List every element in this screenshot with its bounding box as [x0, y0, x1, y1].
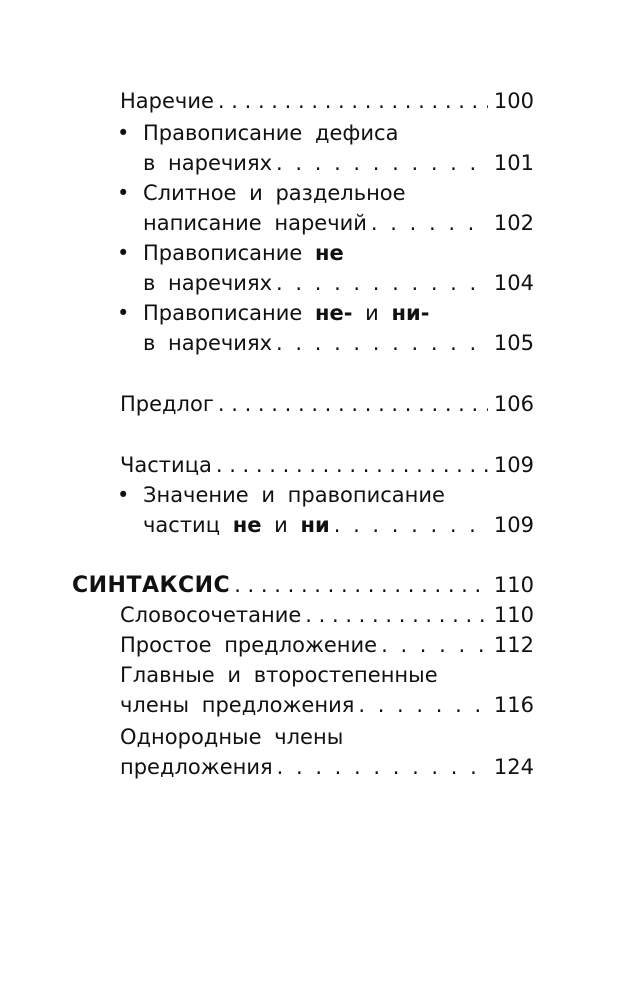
bullet-icon: •: [117, 181, 130, 205]
toc-page-number: 102: [493, 211, 534, 235]
toc-entry: [120, 690, 534, 720]
bullet-icon: •: [117, 121, 130, 145]
toc-entry-title: [143, 298, 429, 328]
toc-entry: [143, 148, 534, 178]
title-bold-particle: ни-: [391, 301, 430, 325]
toc-page-number: 105: [493, 331, 534, 355]
toc-page-number: 124: [493, 755, 534, 779]
toc-entry: [120, 389, 534, 419]
toc-entry: [120, 600, 534, 630]
toc-entry-title: члены предложения: [120, 693, 355, 717]
title-bold-particle: ни: [300, 513, 330, 537]
toc-entry-title: Наречие: [120, 89, 214, 113]
toc-page-number: 106: [493, 392, 534, 416]
toc-entry: [143, 268, 534, 298]
title-bold-particle: не-: [315, 301, 353, 325]
leader-dots: [371, 208, 488, 238]
toc-entry-title: Словосочетание: [120, 603, 302, 627]
toc-entry-title: Однородные члены: [120, 725, 344, 749]
leader-dots: [334, 510, 488, 540]
toc-entry: [120, 752, 534, 782]
toc-page-number: 110: [493, 573, 534, 597]
toc-entry-title: Частица: [120, 453, 212, 477]
toc-entry-title: в наречиях: [143, 271, 273, 295]
title-bold-particle: не: [232, 513, 262, 537]
bullet-icon: •: [117, 241, 130, 265]
title-text: и: [365, 301, 379, 325]
toc-entry-title: Слитное и раздельное: [143, 181, 406, 205]
toc-page-number: 101: [493, 151, 534, 175]
toc-entry: [143, 208, 534, 238]
toc-entry-title: Правописание дефиса: [143, 121, 399, 145]
toc-entry-title: Главные и второстепенные: [120, 663, 438, 687]
toc-section-title: СИНТАКСИС: [72, 573, 231, 598]
toc-page-number: 116: [493, 693, 534, 717]
toc-page-number: 104: [493, 271, 534, 295]
leader-dots: [305, 600, 488, 630]
leader-dots: [276, 268, 488, 298]
toc-entry-title: Значение и правописание: [143, 483, 445, 507]
toc-entry: [143, 328, 534, 358]
bullet-icon: •: [117, 483, 130, 507]
title-text: частиц: [143, 513, 220, 537]
toc-entry: [120, 630, 534, 660]
toc-entry-title: Предлог: [120, 392, 214, 416]
toc-entry-title: [143, 510, 330, 540]
title-text: Правописание: [143, 301, 303, 325]
leader-dots: [277, 752, 488, 782]
leader-dots: [218, 86, 488, 116]
toc-page-number: 110: [493, 603, 534, 627]
leader-dots: [276, 328, 488, 358]
toc-entry: [143, 510, 534, 540]
leader-dots: [381, 630, 488, 660]
toc-entry-title: предложения: [120, 755, 273, 779]
title-text: и: [274, 513, 288, 537]
toc-entry-title: написание наречий: [143, 211, 367, 235]
toc-entry: [120, 86, 534, 116]
toc-page-number: 100: [493, 89, 534, 113]
toc-page-number: 109: [493, 453, 534, 477]
leader-dots: [234, 570, 488, 600]
toc-entry-title: в наречиях: [143, 151, 273, 175]
toc-page-number: 112: [493, 633, 534, 657]
bullet-icon: •: [117, 301, 130, 325]
toc-entry-title: в наречиях: [143, 331, 273, 355]
toc-entry: [120, 450, 534, 480]
toc-entry-title: [143, 238, 344, 268]
toc-page-number: 109: [493, 513, 534, 537]
title-text: Правописание: [143, 241, 303, 265]
toc-section: [72, 570, 534, 600]
leader-dots: [218, 389, 488, 419]
leader-dots: [276, 148, 488, 178]
title-bold-particle: не: [315, 241, 344, 265]
leader-dots: [216, 450, 488, 480]
leader-dots: [358, 690, 488, 720]
toc-entry-title: Простое предложение: [120, 633, 378, 657]
